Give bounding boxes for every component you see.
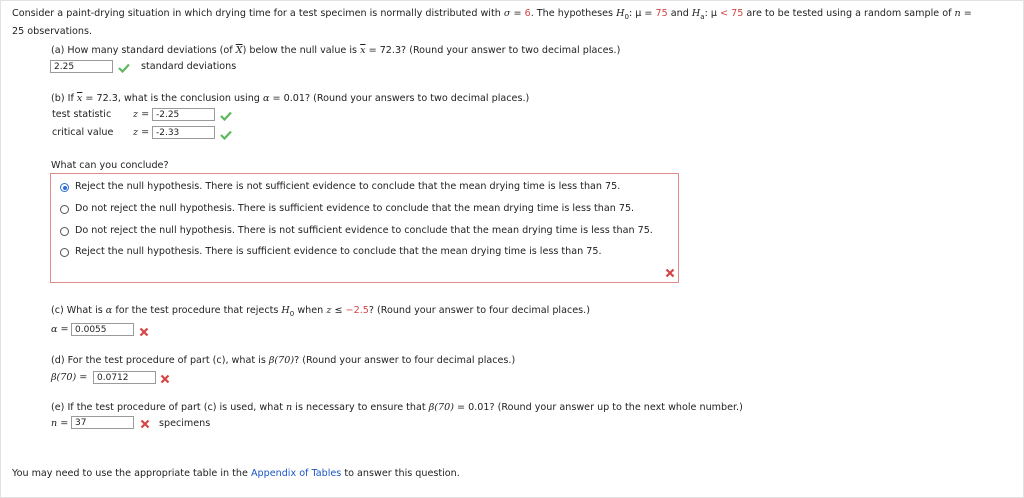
part-d-end: ? (Round your answer to four decimal places.) [294, 355, 516, 366]
option-3-label[interactable]: Do not reject the null hypothesis. There is not sufficient evidence to conclude that the mean drying time is less than 75. [75, 225, 653, 236]
intro-line-1: Consider a paint-drying situation in which drying time for a test specimen is normally distributed with σ = 6. The hypotheses $H_0$: μ = 75 and $H_a$: μ < 75 are to be tested using a random sample of n = [12, 8, 972, 21]
z-label-1: z = [133, 109, 150, 120]
part-e-unit: specimens [159, 418, 211, 429]
part-a-question [51, 45, 620, 56]
appendix-link[interactable]: Appendix of Tables [250, 468, 342, 479]
alpha-symbol-2: α [105, 305, 113, 316]
sigma-symbol: σ [503, 8, 511, 19]
n-label: n = [51, 418, 69, 429]
part-c-mid: for the test procedure that rejects [115, 305, 279, 316]
h0-subscript-2: 0 [289, 310, 295, 318]
check-icon [220, 130, 232, 140]
check-icon [118, 63, 130, 73]
test-statistic-label: test statistic [52, 109, 112, 120]
ha-subscript: a [700, 13, 705, 21]
part-b-mid: = 72.3, what is the conclusion using [85, 93, 260, 104]
footer-post: to answer this question. [344, 468, 460, 479]
critical-value-input[interactable]: -2.33 [152, 126, 215, 139]
alpha-label: α = [51, 324, 69, 335]
part-a-pre: (a) How many standard deviations (of [51, 45, 233, 56]
option-2-label[interactable]: Do not reject the null hypothesis. There is sufficient evidence to conclude that the mean drying time is less than 75. [75, 203, 635, 214]
part-d-answer-input[interactable]: 0.0712 [93, 371, 156, 384]
part-a-answer-input[interactable]: 2.25 [50, 60, 113, 73]
cross-icon [139, 327, 149, 337]
h0-subscript: 0 [624, 13, 629, 21]
h0-mu: : μ [628, 8, 642, 19]
part-c-end: ? (Round your answer to four decimal places.) [368, 305, 590, 316]
part-d-pre: (d) For the test procedure of part (c), what is [51, 355, 266, 366]
h0-symbol-2: H [281, 305, 290, 316]
conclude-prompt: What can you conclude? [51, 160, 169, 171]
alpha-symbol: α [262, 93, 270, 104]
part-b-question [51, 93, 529, 104]
part-b-end: = 0.01? (Round your answers to two decimal places.) [272, 93, 530, 104]
n-eq: = [963, 8, 972, 19]
z-label-2: z = [133, 127, 150, 138]
part-d-question [51, 355, 515, 366]
ha-symbol: H [691, 8, 701, 19]
footer-pre: You may need to use the appropriate table in the [12, 468, 248, 479]
xbar-symbol: $\overline{X}$ [235, 45, 243, 56]
part-b-pre: (b) If [51, 93, 74, 104]
test-statistic-input[interactable]: -2.25 [152, 108, 215, 121]
intro-text-2: . The hypotheses [530, 8, 614, 19]
intro-and: and [670, 8, 689, 19]
option-1-label[interactable]: Reject the null hypothesis. There is not sufficient evidence to conclude that the mean drying time is less than 75. [75, 181, 621, 192]
cross-icon [140, 419, 150, 429]
threshold-value: −2.5 [345, 305, 369, 316]
intro-line-2: 25 observations. [12, 26, 93, 37]
conclusion-choices [50, 173, 679, 283]
intro-text-3: are to be tested using a random sample of [746, 8, 952, 19]
sigma-eq: = [510, 8, 525, 19]
part-a-end: = 72.3? (Round your answer to two decimal places.) [368, 45, 621, 56]
part-c-answer-input[interactable]: 0.0055 [71, 323, 134, 336]
z-symbol: z [326, 305, 332, 316]
part-e-answer-input[interactable]: 37 [71, 416, 134, 429]
xbar-symbol-2: $\overline{x}$ [360, 45, 366, 56]
beta-label: β(70) = [51, 372, 88, 383]
part-a-post: ) below the null value is [242, 45, 358, 56]
xbar-symbol-3: $\overline{x}$ [76, 93, 83, 104]
radio-option-1[interactable] [60, 183, 69, 192]
ha-value: < 75 [720, 8, 744, 19]
sigma-value: 6 [524, 8, 531, 19]
radio-option-3[interactable] [60, 227, 69, 236]
radio-option-4[interactable] [60, 248, 69, 257]
critical-value-label: critical value [52, 127, 114, 138]
part-a-unit: standard deviations [141, 61, 237, 72]
footer-note [12, 468, 460, 479]
part-e-question [51, 402, 743, 413]
n-symbol: n [954, 8, 961, 19]
mu0-value: 75 [655, 8, 668, 19]
beta-70: β(70) [268, 355, 295, 366]
radio-option-2[interactable] [60, 205, 69, 214]
cross-icon [665, 268, 675, 278]
beta-70-2: β(70) [428, 402, 454, 413]
part-c-question [51, 305, 590, 316]
part-e-mid: is necessary to ensure that [295, 402, 426, 413]
cross-icon [160, 374, 170, 384]
part-c-pre: (c) What is [51, 305, 103, 316]
part-c-when: when [297, 305, 324, 316]
le-symbol: ≤ [334, 305, 343, 316]
check-icon [220, 111, 232, 121]
intro-text-1: Consider a paint-drying situation in which drying time for a test specimen is normally distributed with [12, 8, 501, 19]
part-e-end: = 0.01? (Round your answer up to the next whole number.) [457, 402, 743, 413]
option-4-label[interactable]: Reject the null hypothesis. There is sufficient evidence to conclude that the mean drying time is less than 75. [75, 246, 602, 257]
n-symbol-2: n [286, 402, 293, 413]
part-e-pre: (e) If the test procedure of part (c) is used, what [51, 402, 283, 413]
h0-symbol: H [616, 8, 625, 19]
